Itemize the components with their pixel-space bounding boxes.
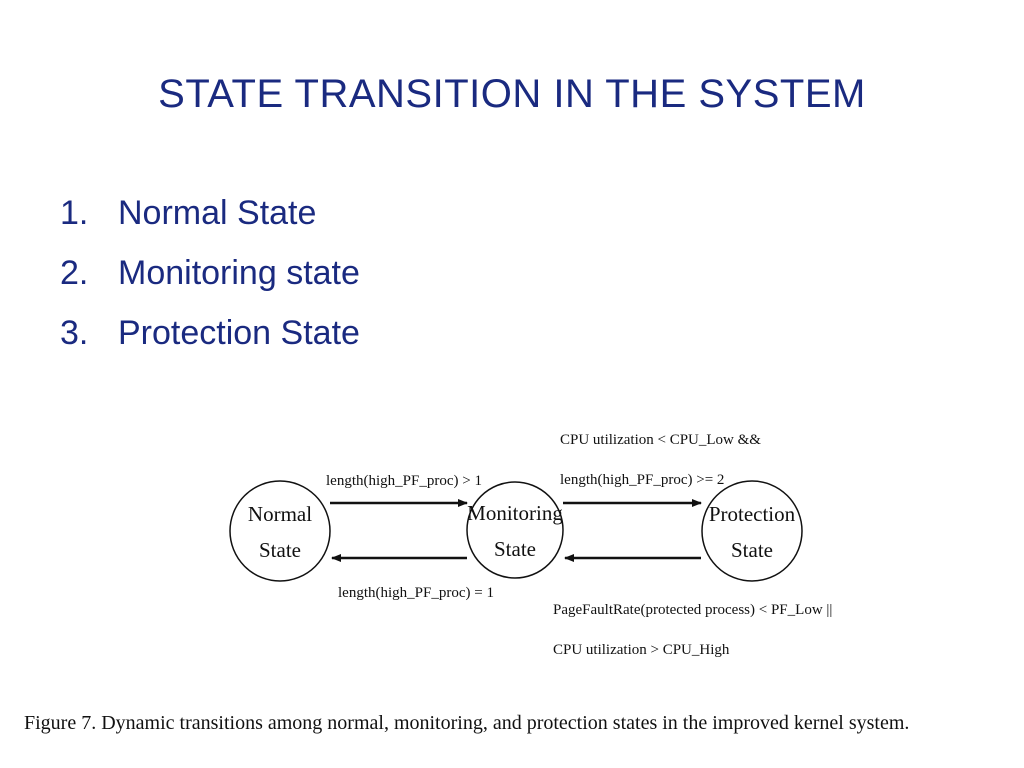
edge-label-line1: CPU utilization < CPU_Low && [560, 432, 761, 448]
edge-label: length(high_PF_proc) = 1 [338, 585, 494, 601]
list-item-label: Monitoring state [118, 254, 360, 292]
node-label-line1: Monitoring [467, 501, 563, 525]
node-circle [702, 481, 802, 581]
node-label-line1: Normal [247, 502, 313, 526]
edge-label: length(high_PF_proc) > 1 [326, 473, 482, 489]
node-label-line1: Protection [708, 502, 796, 526]
list-item-label: Protection State [118, 314, 360, 352]
list-item-number: 1. [60, 194, 89, 232]
slide-title: STATE TRANSITION IN THE SYSTEM [158, 72, 866, 116]
node-normal-state [230, 481, 330, 581]
list-item-label: Normal State [118, 194, 317, 232]
node-circle [467, 482, 563, 578]
node-protection-state [702, 481, 802, 581]
edge-normal-to-monitoring [326, 473, 482, 503]
node-label-line2: State [494, 537, 536, 561]
node-label-line2: State [259, 538, 301, 562]
edge-label-line1: PageFaultRate(protected process) < PF_Low || [553, 602, 833, 618]
node-label-line2: State [731, 538, 773, 562]
list-item-number: 2. [60, 254, 89, 292]
node-monitoring-state [467, 482, 563, 578]
list-item-number: 3. [60, 314, 89, 352]
figure-caption: Figure 7. Dynamic transitions among normal, monitoring, and protection states in the improved kernel system. [24, 712, 910, 734]
edge-label-line2: CPU utilization > CPU_High [553, 642, 730, 658]
node-circle [230, 481, 330, 581]
edge-label-line2: length(high_PF_proc) >= 2 [560, 472, 725, 488]
edge-protection-to-monitoring [553, 558, 832, 658]
edge-monitoring-to-normal [332, 558, 494, 601]
